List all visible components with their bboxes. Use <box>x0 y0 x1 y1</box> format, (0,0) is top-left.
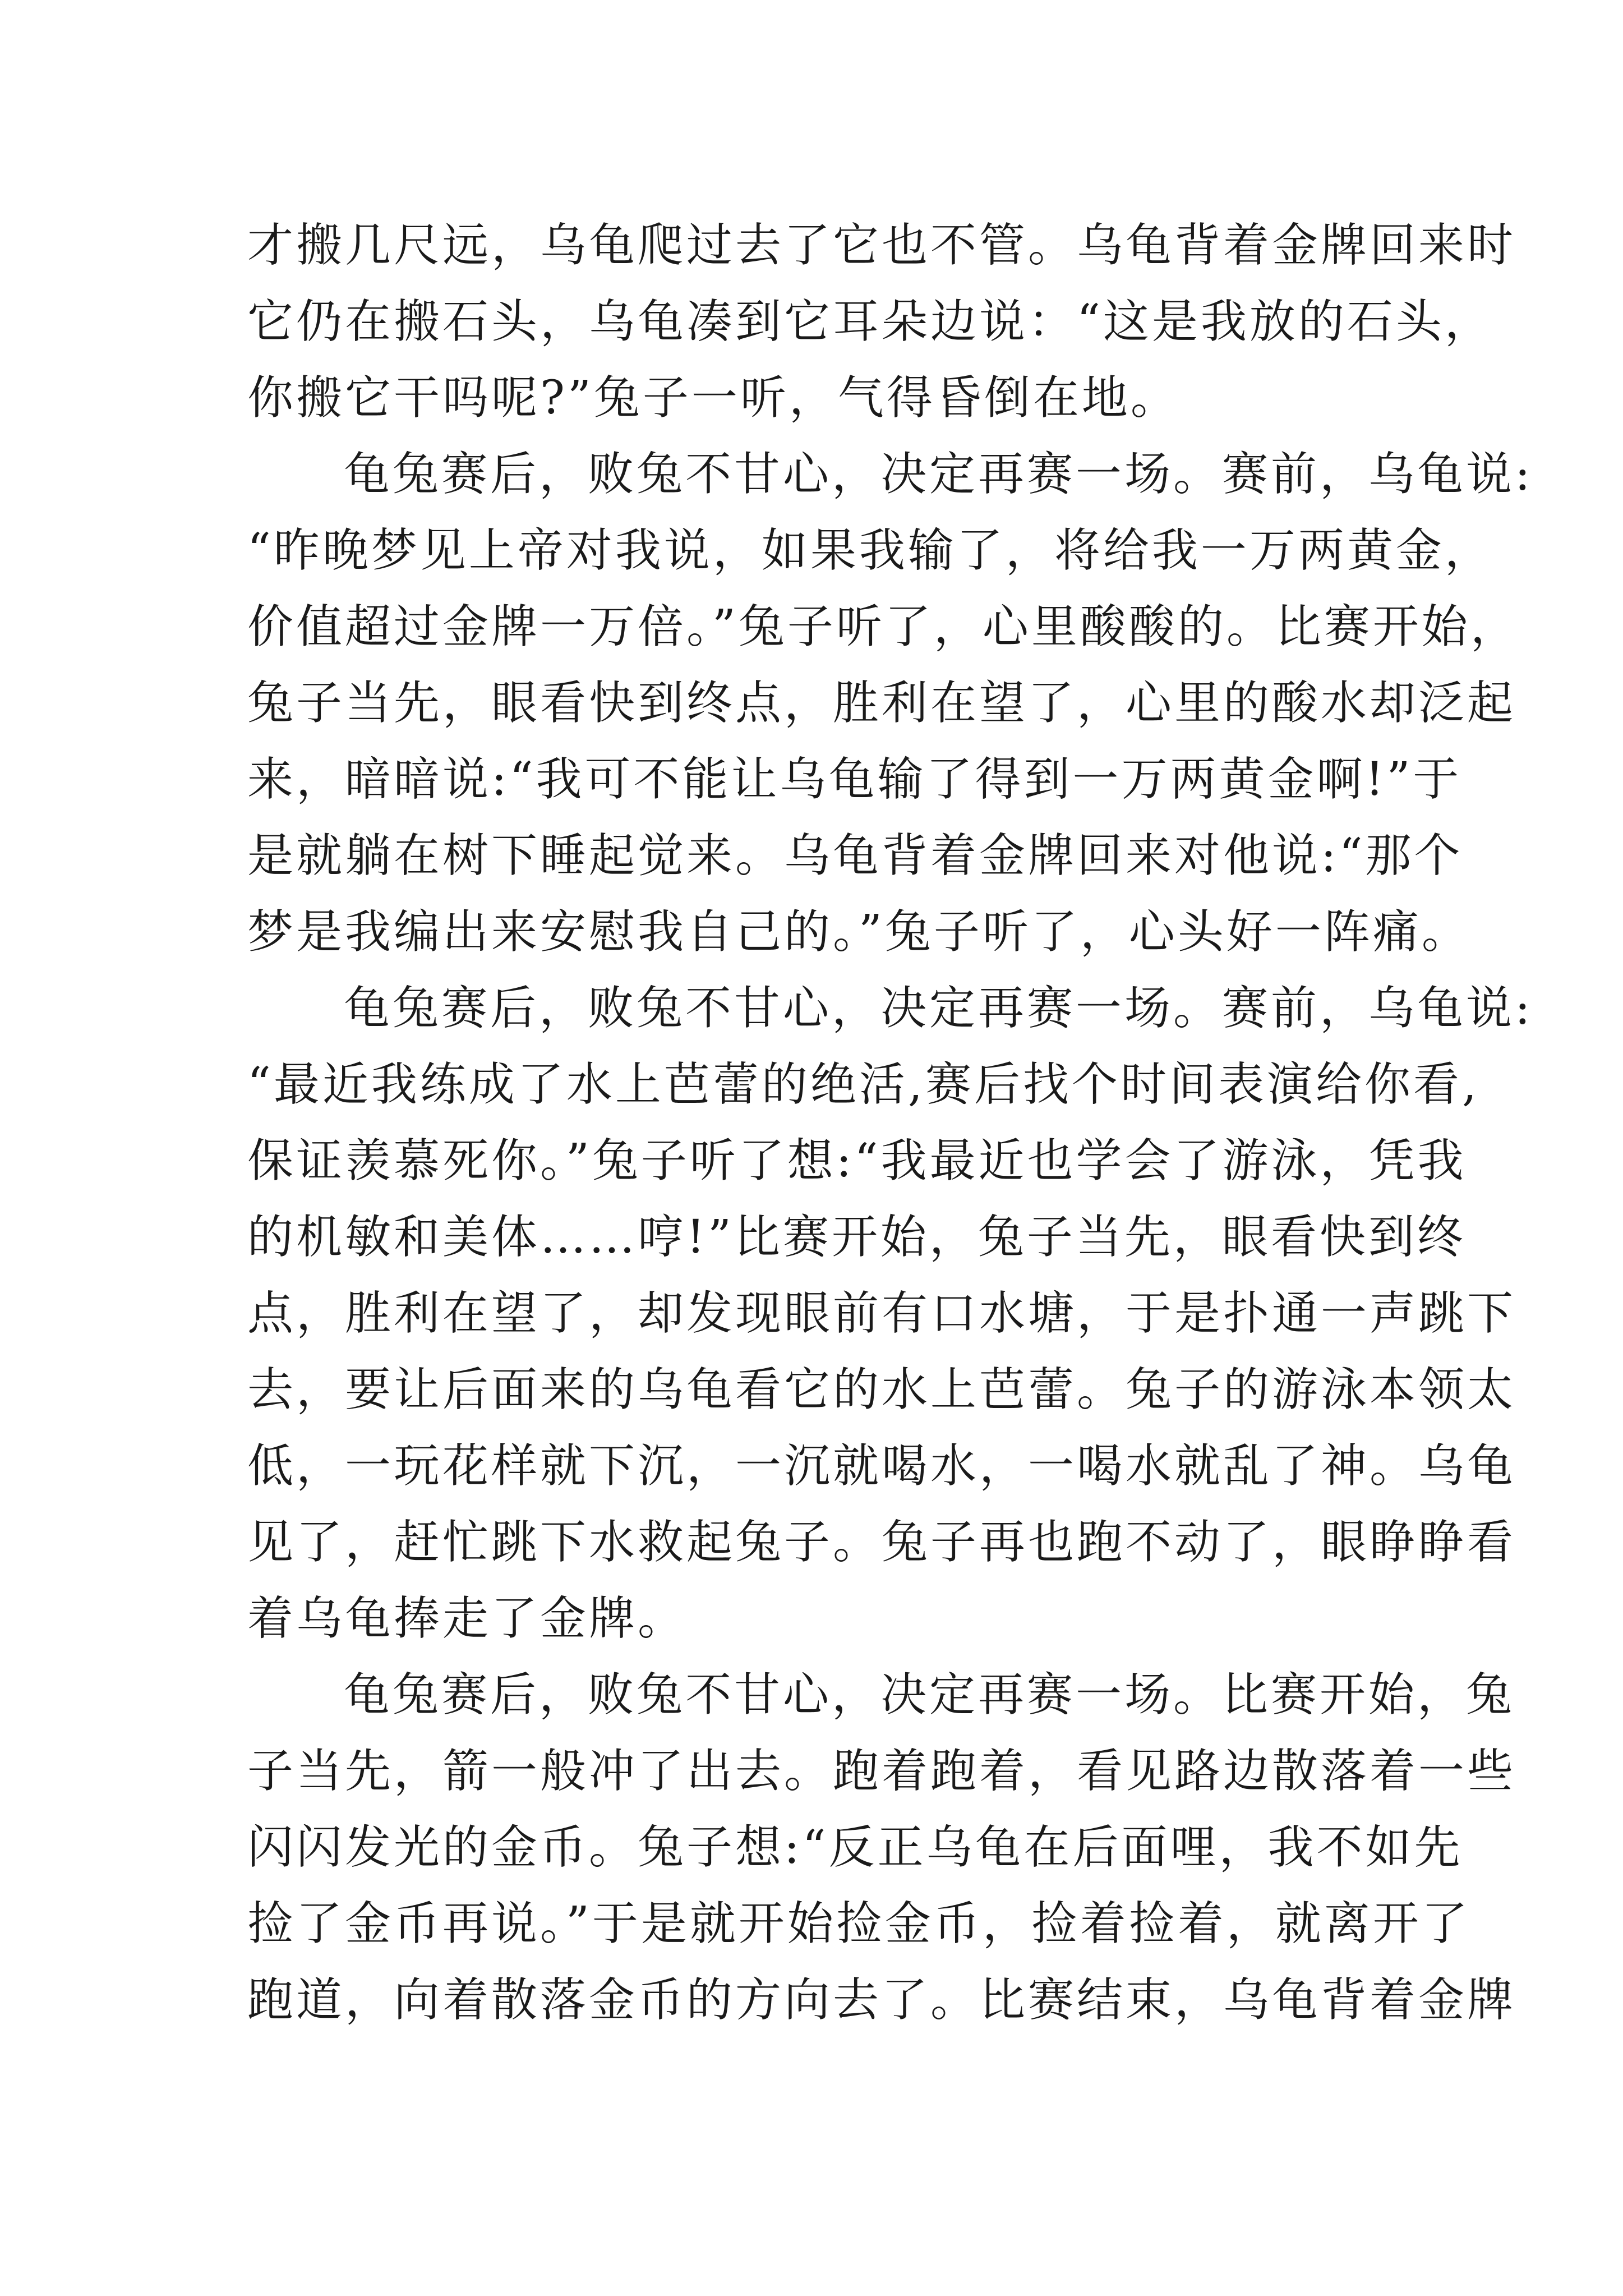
text-line: 去，要让后面来的乌龟看它的水上芭蕾。兔子的游泳本领太 <box>247 1363 1516 1416</box>
text-line: 梦是我编出来安慰我自己的。”兔子听了，心头好一阵痛。 <box>247 905 1470 959</box>
text-line: “昨晚梦见上帝对我说，如果我输了，将给我一万两黄金， <box>247 524 1493 577</box>
text-line: 它仍在搬石头，乌龟凑到它耳朵边说：“这是我放的石头， <box>247 295 1493 348</box>
text-line: 低，一玩花样就下沉，一沉就喝水，一喝水就乱了神。乌龟 <box>247 1439 1516 1493</box>
text-line: 来，暗暗说:“我可不能让乌龟输了得到一万两黄金啊!”于 <box>247 753 1462 806</box>
text-line: 保证羡慕死你。”兔子听了想:“我最近也学会了游泳，凭我 <box>247 1134 1467 1188</box>
text-line: 跑道，向着散落金币的方向去了。比赛结束，乌龟背着金牌 <box>247 1973 1516 2027</box>
paragraph-first-line: 龟兔赛后，败兔不甘心，决定再赛一场。比赛开始，兔 <box>344 1668 1515 1722</box>
text-line: 点，胜利在望了，却发现眼前有口水塘，于是扑通一声跳下 <box>247 1287 1516 1340</box>
text-line: 见了，赶忙跳下水救起兔子。兔子再也跑不动了，眼睁睁看 <box>247 1516 1516 1569</box>
text-line: 子当先，箭一般冲了出去。跑着跑着，看见路边散落着一些 <box>247 1745 1516 1798</box>
text-line: 你搬它干吗呢?”兔子一听，气得昏倒在地。 <box>247 371 1179 425</box>
paragraph-first-line: 龟兔赛后，败兔不甘心，决定再赛一场。赛前，乌龟说: <box>344 982 1533 1035</box>
text-line: 是就躺在树下睡起觉来。乌龟背着金牌回来对他说:“那个 <box>247 829 1463 882</box>
paragraph-first-line: 龟兔赛后，败兔不甘心，决定再赛一场。赛前，乌龟说: <box>344 448 1533 501</box>
text-line: 着乌龟捧走了金牌。 <box>247 1592 687 1645</box>
text-line: 捡了金币再说。”于是就开始捡金币，捡着捡着，就离开了 <box>247 1897 1470 1950</box>
text-line: 才搬几尺远，乌龟爬过去了它也不管。乌龟背着金牌回来时 <box>247 219 1516 272</box>
text-line: 兔子当先，眼看快到终点，胜利在望了，心里的酸水却泛起 <box>247 677 1516 730</box>
text-line: 闪闪发光的金币。兔子想:“反正乌龟在后面哩，我不如先 <box>247 1821 1463 1874</box>
text-line: “最近我练成了水上芭蕾的绝活,赛后找个时间表演给你看, <box>247 1058 1480 1111</box>
text-line: 价值超过金牌一万倍。”兔子听了，心里酸酸的。比赛开始， <box>247 600 1519 654</box>
text-line: 的机敏和美体……哼!”比赛开始，兔子当先，眼看快到终 <box>247 1211 1466 1264</box>
body-text <box>247 208 1533 2039</box>
